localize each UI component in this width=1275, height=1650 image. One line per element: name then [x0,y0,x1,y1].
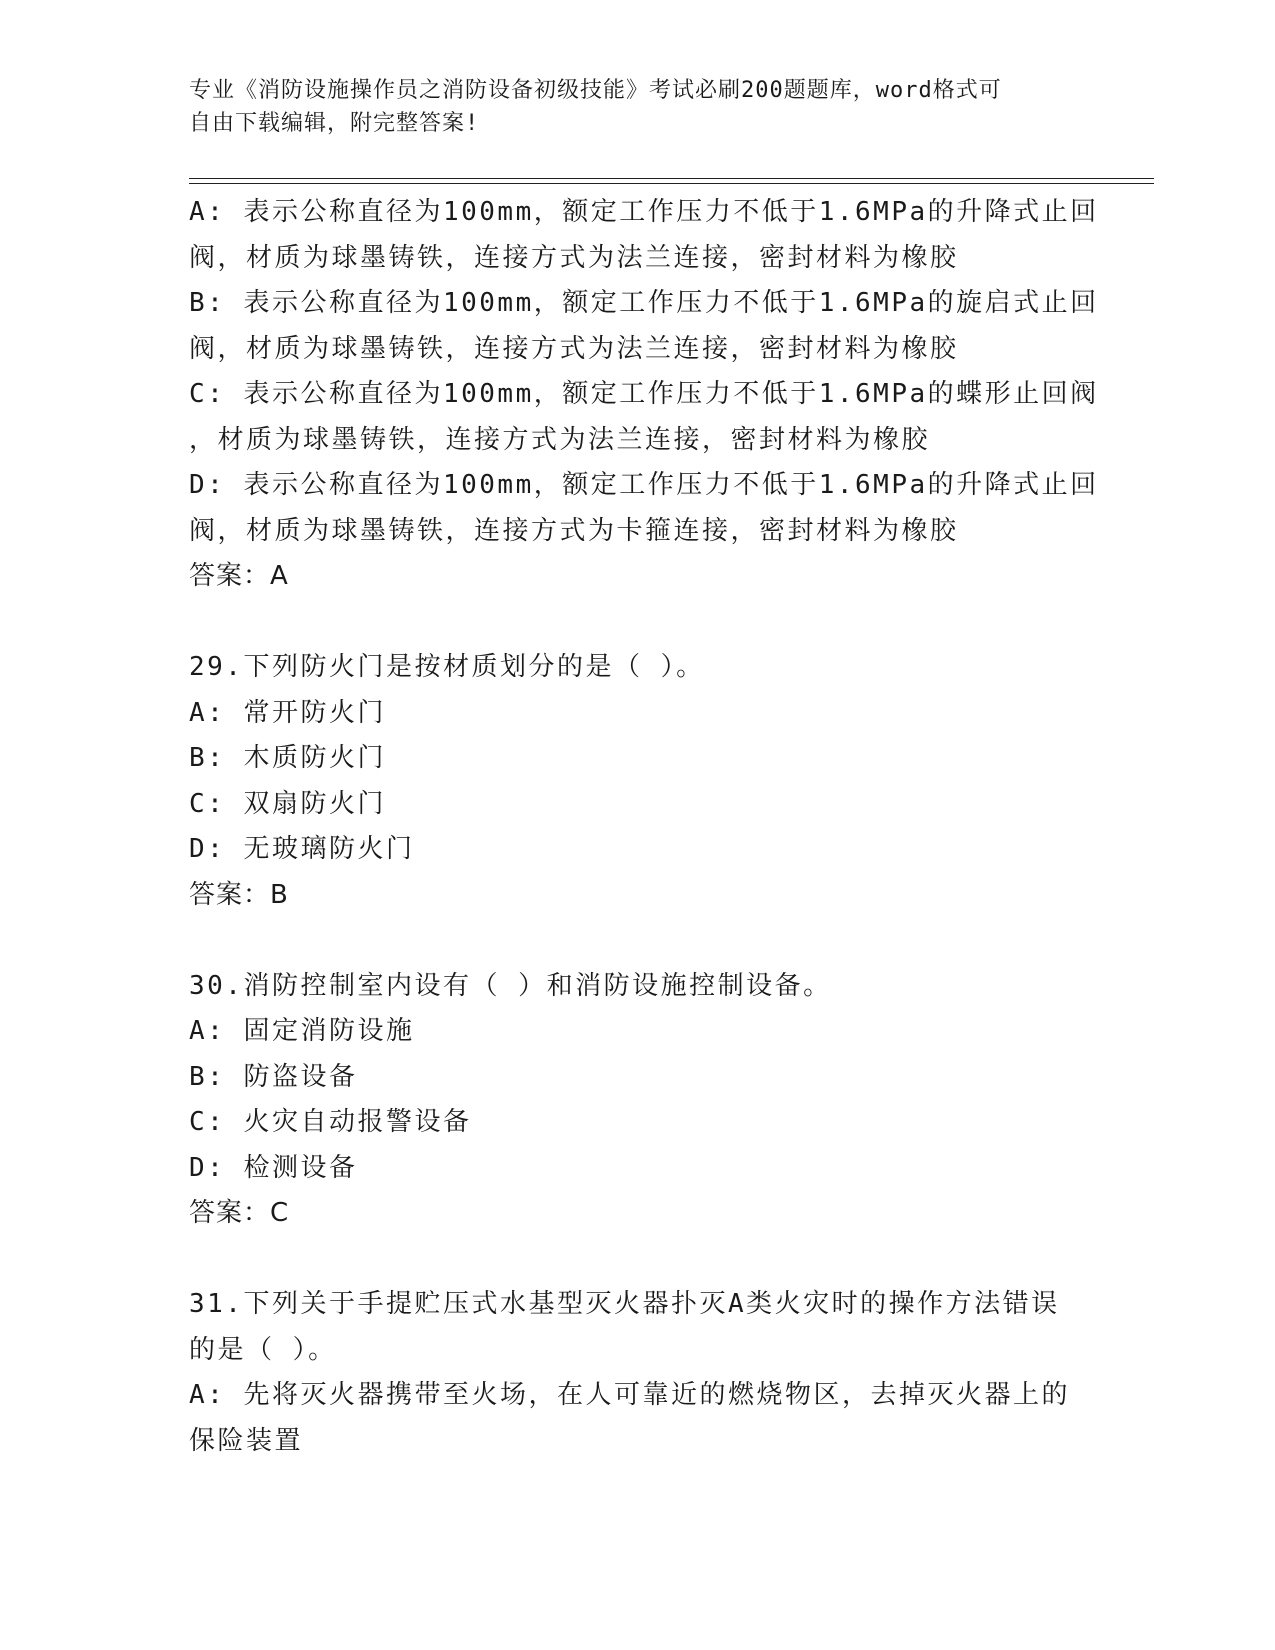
option-c-line-1: C: 表示公称直径为100mm，额定工作压力不低于1.6MPa的蝶形止回阀 [189,379,1099,409]
question-31-stem-line-2: 的是（ ）。 [189,1334,337,1365]
option-b-line-1: B: 表示公称直径为100mm，额定工作压力不低于1.6MPa的旋启式止回 [189,288,1099,318]
question-30 [189,964,1099,1237]
header-divider-bottom [189,183,1154,184]
option-d-line-1: D: 表示公称直径为100mm，额定工作压力不低于1.6MPa的升降式止回 [189,470,1099,500]
option-d-line-2: 阀，材质为球墨铸铁，连接方式为卡箍连接，密封材料为橡胶 [189,515,959,546]
header-title-line-1: 专业《消防设施操作员之消防设备初级技能》考试必刷200题题库，word格式可 [189,78,1002,103]
question-29-stem: 29.下列防火门是按材质划分的是（ ）。 [189,652,705,682]
option-d: D: 无玻璃防火门 [189,834,415,864]
answer-28: 答案：A [189,561,289,591]
header-title-line-2: 自由下载编辑，附完整答案! [189,111,480,136]
option-c: C: 双扇防火门 [189,788,386,819]
option-d: D: 检测设备 [189,1152,358,1183]
question-content [189,190,1099,1464]
answer-30: 答案：C [189,1198,290,1228]
option-a: A: 固定消防设施 [189,1016,415,1046]
spacer [189,918,1099,964]
question-28 [189,190,1099,600]
question-31 [189,1282,1099,1464]
header-divider-top [189,178,1154,179]
option-a-line-2: 阀，材质为球墨铸铁，连接方式为法兰连接，密封材料为橡胶 [189,242,959,273]
option-a-line-1: A: 表示公称直径为100mm，额定工作压力不低于1.6MPa的升降式止回 [189,197,1099,227]
document-header [189,74,1089,140]
option-c: C: 火灾自动报警设备 [189,1107,472,1137]
option-b: B: 防盗设备 [189,1061,358,1092]
option-a-line-2: 保险装置 [189,1425,304,1456]
question-30-stem: 30.消防控制室内设有（ ）和消防设施控制设备。 [189,970,832,1001]
option-c-line-2: ，材质为球墨铸铁，连接方式为法兰连接，密封材料为橡胶 [189,424,931,455]
answer-29: 答案：B [189,879,289,910]
option-b-line-2: 阀，材质为球墨铸铁，连接方式为法兰连接，密封材料为橡胶 [189,333,959,364]
option-a: A: 常开防火门 [189,697,386,728]
option-b: B: 木质防火门 [189,743,386,773]
question-31-stem-line-1: 31.下列关于手提贮压式水基型灭火器扑灭A类火灾时的操作方法错误 [189,1289,1060,1319]
spacer [189,600,1099,646]
spacer [189,1237,1099,1283]
option-a-line-1: A: 先将灭火器携带至火场，在人可靠近的燃烧物区，去掉灭火器上的 [189,1380,1070,1410]
question-29 [189,645,1099,918]
